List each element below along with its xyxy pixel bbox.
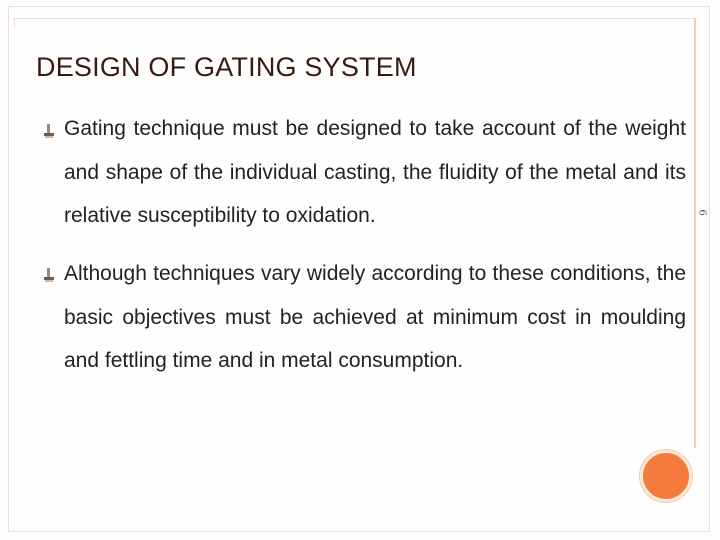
bullet-text-2: Although techniques vary widely according to these conditions, the basic objectives must be achieved at minimum cost in moulding and fettling time and in metal consumption. <box>64 262 686 372</box>
arrow-down-bullet-icon <box>42 268 56 282</box>
arrow-down-bullet-icon <box>42 124 56 138</box>
page-number: 6 <box>696 209 708 216</box>
frame-top-line <box>14 18 694 19</box>
frame-left-line <box>14 18 15 28</box>
frame-right-line <box>694 18 696 448</box>
bullet-text-1: Gating technique must be designed to take account of the weight and shape of the individual casting, the fluidity of the metal and its relative susceptibility to oxidation. <box>64 117 686 227</box>
slide-title: DESIGN OF GATING SYSTEM <box>36 52 417 82</box>
orange-circle-decoration <box>640 450 692 502</box>
